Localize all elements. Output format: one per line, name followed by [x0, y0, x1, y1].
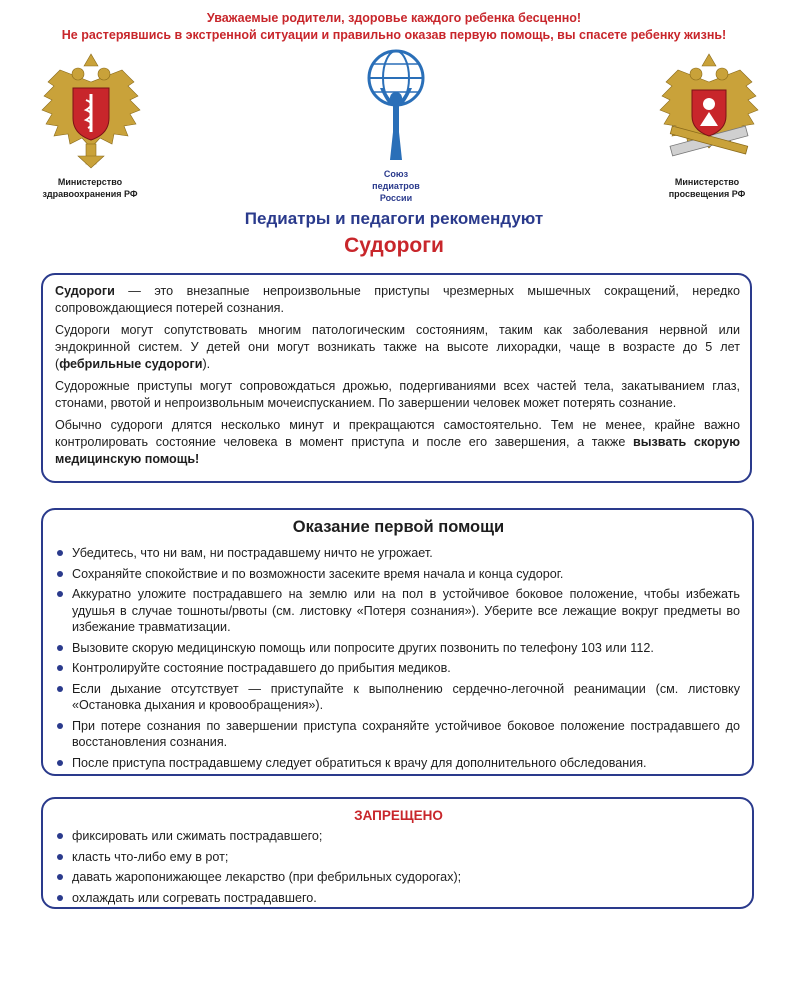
- intro-box: [41, 273, 752, 483]
- center-caption-line-3: России: [379, 193, 413, 203]
- first-aid-item-text: Убедитесь, что ни вам, ни пострадавшему ничто не угрожает.: [72, 546, 433, 560]
- center-caption-line-1: Союз: [383, 169, 409, 179]
- ministry-education-caption: [652, 176, 762, 200]
- first-aid-list: [57, 545, 740, 771]
- first-aid-item: [57, 586, 740, 636]
- ministry-health-caption: [40, 176, 140, 200]
- ministry-education-emblem-icon: [658, 52, 760, 170]
- union-pediatricians-caption: [356, 168, 436, 204]
- bullet-icon: [57, 571, 63, 577]
- first-aid-item: [57, 755, 740, 772]
- first-aid-item: [57, 681, 740, 714]
- intro-p4-bold: вызвать скорую медицинскую помощь!: [55, 435, 741, 466]
- bullet-icon: [57, 760, 63, 766]
- forbidden-item-text: класть что-либо ему в рот;: [72, 849, 229, 864]
- header-line-1: Уважаемые родители, здоровье каждого ребенка бесценно!: [206, 11, 582, 25]
- first-aid-item: [57, 660, 740, 677]
- forbidden-item-text: охлаждать или согревать пострадавшего.: [72, 890, 317, 905]
- bullet-icon: [57, 550, 63, 556]
- first-aid-item-text: Вызовите скорую медицинскую помощь или попросите других позвонить по телефону 103 или 112.: [72, 640, 654, 655]
- union-pediatricians-logo-icon: [366, 48, 426, 166]
- bullet-icon: [57, 723, 63, 729]
- left-caption-line-2: здравоохранения РФ: [42, 189, 138, 199]
- first-aid-item: [57, 545, 740, 562]
- bullet-icon: [57, 874, 63, 880]
- forbidden-item: [57, 890, 740, 907]
- forbidden-item: [57, 849, 740, 866]
- bullet-icon: [57, 686, 63, 692]
- intro-paragraph-1: [55, 283, 740, 317]
- first-aid-item-text: Если дыхание отсутствует — приступайте к выполнению сердечно-легочной реанимации (см. листовку «Остановка дыхания и кровообращения»).: [72, 681, 740, 712]
- ministry-health-emblem-icon: [40, 52, 142, 170]
- first-aid-item-text: При потере сознания по завершении приступа сохраняйте устойчивое боковое положение пострадавшего до восстановления сознания.: [72, 718, 740, 749]
- forbidden-item-text: фиксировать или сжимать пострадавшего;: [72, 829, 323, 843]
- intro-term: Судороги: [55, 284, 115, 298]
- left-caption-line-1: Министерство: [57, 177, 123, 187]
- first-aid-item: [57, 718, 740, 751]
- first-aid-item-text: Аккуратно уложите пострадавшего на землю или на пол в устойчивое боковое положение, чтобы избежать удушья в случае тошноты/рвоты (см. листовку «Потеря сознания»). Уберите все лежащие вокруг предметы во избежание травматизации.: [72, 587, 740, 634]
- intro-paragraph-3: Судорожные приступы могут сопровождаться дрожью, подергиваниями всех частей тела, закатыванием глаз, стонами, рвотой и непроизвольным мочеиспусканием. По завершении человек может потерять сознание.: [55, 379, 740, 410]
- forbidden-item-text: давать жаропонижающее лекарство (при фебрильных судорогах);: [72, 870, 462, 884]
- page-title: Судороги: [344, 234, 444, 257]
- bullet-icon: [57, 665, 63, 671]
- page-subtitle: Педиатры и педагоги рекомендуют: [244, 209, 544, 228]
- intro-p4-text: Обычно судороги длятся несколько минут и прекращаются самостоятельно. Тем не менее, крайне важно контролировать состояние человека в момент приступа и после его завершения, а также: [55, 418, 740, 449]
- intro-p2-text: Судороги могут сопутствовать многим патологическим состояниям, таким как заболевания нервной или эндокринной систем. У детей они могут возникать также на высоте лихорадки, чаще в возрасте до 5 лет (: [55, 323, 740, 371]
- intro-definition: — это внезапные непроизвольные приступы чрезмерных мышечных сокращений, нередко сопровождающиеся потерей сознания.: [55, 284, 740, 315]
- center-caption-line-2: педиатров: [372, 181, 420, 191]
- forbidden-item: [57, 828, 740, 845]
- bullet-icon: [57, 591, 63, 597]
- forbidden-item: [57, 869, 740, 886]
- intro-paragraph-2: [55, 322, 740, 373]
- bullet-icon: [57, 895, 63, 901]
- bullet-icon: [57, 833, 63, 839]
- intro-p2-end: ).: [202, 357, 211, 371]
- bullet-icon: [57, 645, 63, 651]
- first-aid-item: [57, 566, 740, 583]
- first-aid-heading: Оказание первой помощи: [292, 518, 505, 536]
- right-caption-line-1: Министерство: [674, 177, 740, 187]
- header-line-2: Не растерявшись в экстренной ситуации и правильно оказав первую помощь, вы спасете ребенку жизнь!: [61, 28, 727, 42]
- first-aid-box: [41, 508, 754, 776]
- right-caption-line-2: просвещения РФ: [668, 189, 746, 199]
- first-aid-item-text: Сохраняйте спокойствие и по возможности засеките время начала и конца судорог.: [72, 566, 564, 581]
- first-aid-item-text: Контролируйте состояние пострадавшего до прибытия медиков.: [72, 661, 451, 675]
- forbidden-heading: ЗАПРЕЩЕНО: [354, 808, 443, 823]
- first-aid-item: [57, 640, 740, 657]
- header-notice: [0, 10, 788, 44]
- first-aid-item-text: После приступа пострадавшему следует обратиться к врачу для дополнительного обследования.: [72, 755, 647, 770]
- forbidden-box: [41, 797, 754, 909]
- forbidden-list: [57, 828, 740, 906]
- intro-p2-bold: фебрильные судороги: [59, 357, 203, 371]
- intro-paragraph-4: [55, 417, 740, 468]
- bullet-icon: [57, 854, 63, 860]
